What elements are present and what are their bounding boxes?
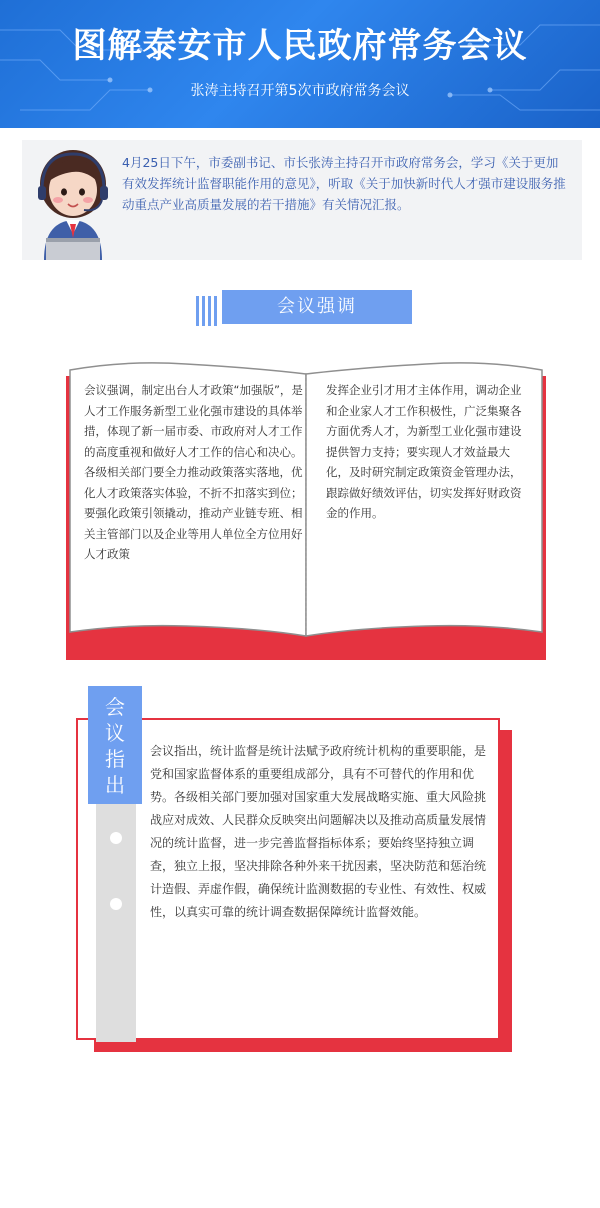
intro-text: 4月25日下午，市委副书记、市长张涛主持召开市政府常务会，学习《关于更加有效发挥统计监督职能作用的意见》，听取《关于加快新时代人才强市建设服务推动重点产业高质量发展的若干措施》有关情况汇报。: [122, 155, 566, 212]
section-title-emphasis: [196, 290, 412, 328]
pointer-label-char: 会: [105, 695, 125, 719]
section-title-pointer: [88, 686, 142, 804]
section-title-label: 会议强调: [222, 290, 412, 324]
page-subtitle: 张涛主持召开第5次市政府常务会议: [190, 83, 410, 99]
intro-box: [22, 140, 582, 260]
pointer-text: 会议指出，统计监督是统计法赋予政府统计机构的重要职能，是党和国家监督体系的重要组成部分，具有不可替代的作用和优势。各级相关部门要加强对国家重大发展战略实施、重大风险挑战应对成效、人民群众反映突出问题解决以及推动高质量发展情况的统计监督，进一步完善监督指标体系；要始终坚持独立调查，独立上报，坚决排除各种外来干扰因素，坚决防范和惩治统计造假、弄虚作假，确保统计监测数据的专业性、有效性、权威性，以真实可靠的统计调查数据保障统计监督效能。: [150, 744, 487, 919]
stripe-decoration-icon: [196, 296, 222, 326]
bullet-dot-icon: [110, 832, 122, 844]
pointer-label-char: 议: [105, 721, 125, 745]
pointer-label-char: 出: [105, 773, 125, 797]
book-left-page-text: 会议强调，制定出台人才政策“加强版”，是人才工作服务新型工业化强市建设的具体举措，体现了新一届市委、市政府对人才工作的高度重视和做好人才工作的信心和决心。各级相关部门要全力推动政策落实落地，优化人才政策落实体验，不折不扣落实到位；要强化政策引领撬动，推动产业链专班、相关主管部门以及企业等用人单位全方位用好人才政策: [84, 383, 303, 561]
page-title: 图解泰安市人民政府常务会议: [72, 26, 528, 66]
pointer-label-char: 指: [105, 747, 125, 771]
customer-service-avatar-icon: [28, 142, 118, 260]
bullet-dot-icon: [110, 898, 122, 910]
header-banner: [0, 0, 600, 128]
book-right-page-text: 发挥企业引才用才主体作用，调动企业和企业家人才工作积极性，广泛集聚各方面优秀人才，为新型工业化强市建设提供智力支持；要实现人才效益最大化，及时研究制定政策资金管理办法，跟踪做好绩效评估，切实发挥好财政资金的作用。: [326, 383, 522, 520]
